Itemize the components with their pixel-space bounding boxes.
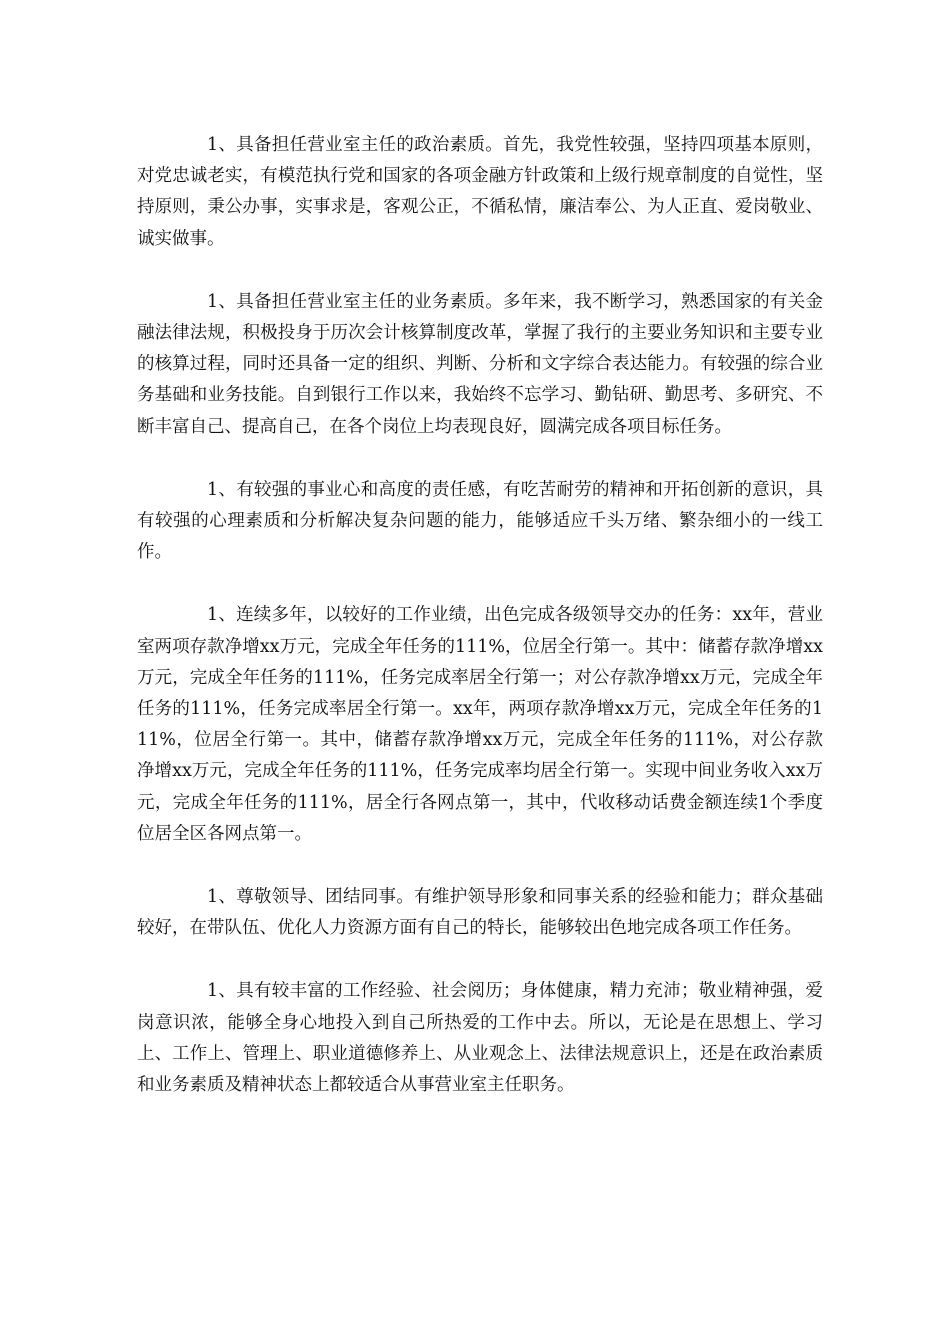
paragraph-performance: 1、连续多年，以较好的工作业绩，出色完成各级领导交办的任务：xx年，营业室两项存款净增xx万元，完成全年任务的111%，位居全行第一。其中：储蓄存款净增xx万元，完成全年任务的111%，任务完成率居全行第一；对公存款净增xx万元，完成全年任务的111%，任务完成率居全行第一。xx年，两项存款净增xx万元，完成全年任务的111%，位居全行第一。其中，储蓄存款净增xx万元，完成全年任务的111%，对公存款净增xx万元，完成全年任务的111%，任务完成率均居全行第一。实现中间业务收入xx万元，完成全年任务的111%，居全行各网点第一，其中，代收移动话费金额连续1个季度位居全区各网点第一。 [137,605,823,844]
paragraph-business-quality: 1、具备担任营业室主任的业务素质。多年来，我不断学习，熟悉国家的有关金融法律法规，积极投身于历次会计核算制度改革，掌握了我行的主要业务知识和主要专业的核算过程，同时还具备一定的组织、判断、分析和文字综合表达能力。有较强的综合业务基础和业务技能。自到银行工作以来，我始终不忘学习、勤钻研、勤思考、多研究、不断丰富自己、提高自己，在各个岗位上均表现良好，圆满完成各项目标任务。 [137,291,823,437]
paragraph-experience: 1、具有较丰富的工作经验、社会阅历；身体健康，精力充沛；敬业精神强，爱岗意识浓，能够全身心地投入到自己所热爱的工作中去。所以，无论是在思想上、学习上、工作上、管理上、职业道德修养上、从业观念上、法律法规意识上，还是在政治素质和业务素质及精神状态上都较适合从事营业室主任职务。 [137,981,823,1096]
document-body [137,130,823,1101]
paragraph-teamwork: 1、尊敬领导、团结同事。有维护领导形象和同事关系的经验和能力；群众基础较好，在带队伍、优化人力资源方面有自己的特长，能够较出色地完成各项工作任务。 [137,887,823,939]
paragraph-political-quality: 1、具备担任营业室主任的政治素质。首先，我党性较强，坚持四项基本原则，对党忠诚老实，有模范执行党和国家的各项金融方针政策和上级行规章制度的自觉性，坚持原则，秉公办事，实事求是，客观公正，不循私情，廉洁奉公、为人正直、爱岗敬业、诚实做事。 [137,135,823,249]
paragraph-responsibility: 1、有较强的事业心和高度的责任感，有吃苦耐劳的精神和开拓创新的意识，具有较强的心理素质和分析解决复杂问题的能力，能够适应千头万绪、繁杂细小的一线工作。 [137,479,823,563]
